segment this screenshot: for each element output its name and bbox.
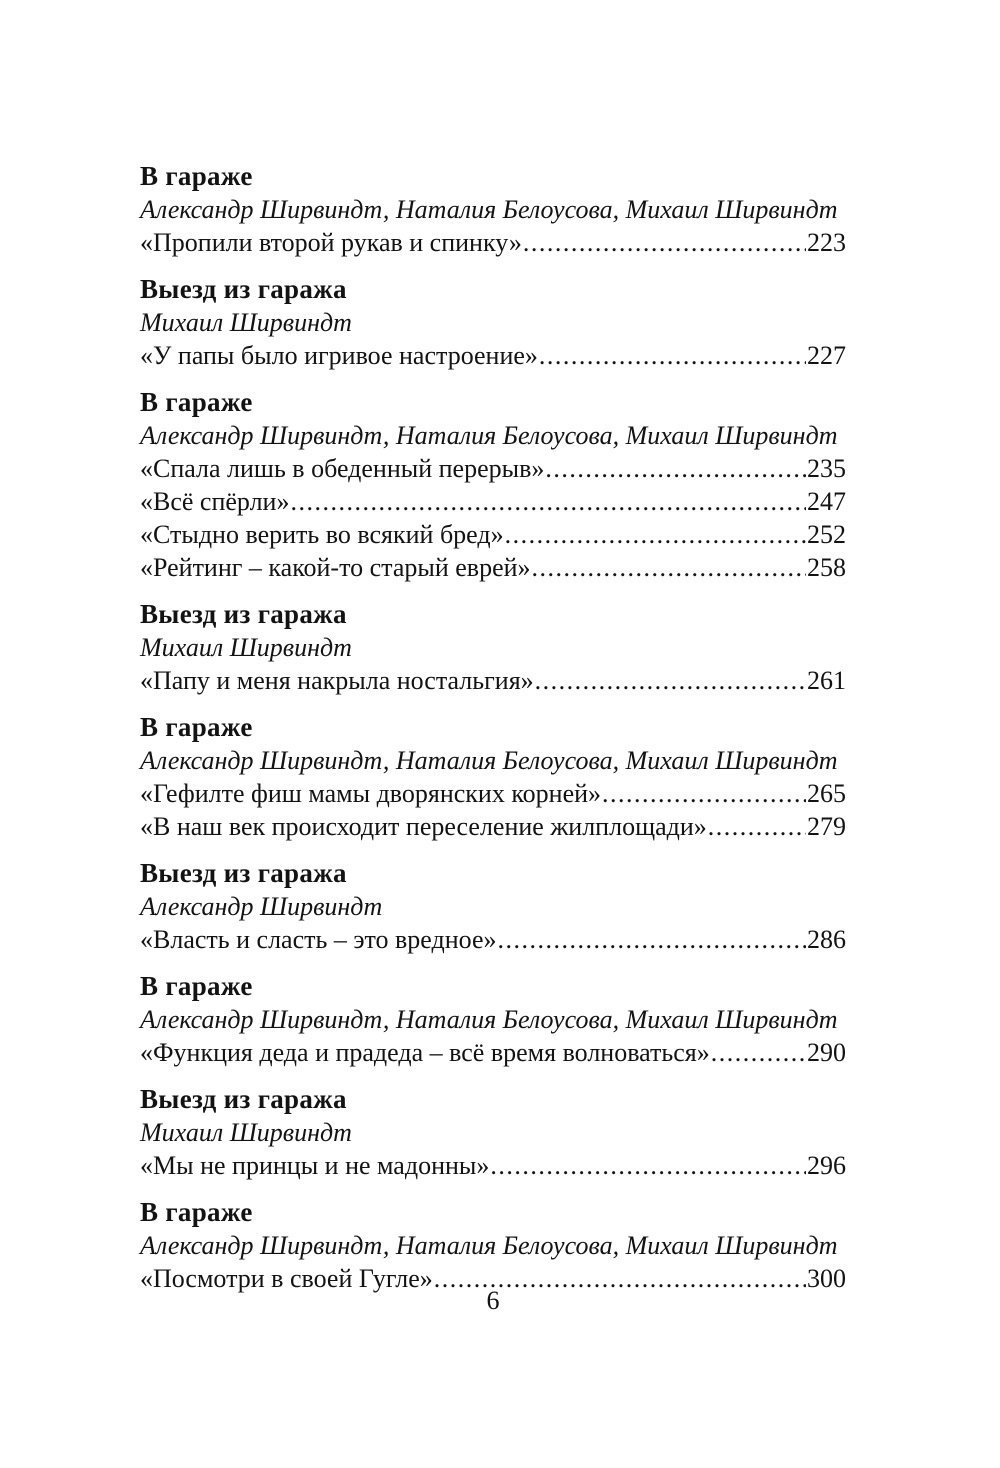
dot-leader [532,551,806,584]
section-authors: Михаил Ширвиндт [140,633,352,662]
section-heading: В гараже [140,1197,253,1227]
dot-leader [498,923,807,956]
toc-entry [140,485,846,518]
toc-entry [140,518,846,551]
table-of-contents [140,160,846,1309]
chapter-title: «Гефилте фиш мамы дворянских корней» [140,779,602,808]
page-ref: 265 [807,779,846,808]
page-ref: 296 [807,1151,846,1180]
chapter-title: «В наш век происходит переселение жилплощади» [140,812,707,841]
toc-entry [140,551,846,584]
dot-leader [523,226,806,259]
chapter-title: «Папу и меня накрыла ностальгия» [140,666,534,695]
page-ref: 290 [807,1038,846,1067]
page-ref: 300 [807,1264,846,1293]
toc-section [140,273,846,372]
chapter-title: «Власть и сласть – это вредное» [140,925,497,954]
section-authors: Александр Ширвиндт, Наталия Белоусова, Михаил Ширвиндт [140,1231,838,1260]
chapter-title: «У папы было игривое настроение» [140,341,538,370]
dot-leader [539,339,806,372]
section-heading: В гараже [140,712,253,742]
dot-leader [290,485,806,518]
section-authors: Александр Ширвиндт, Наталия Белоусова, Михаил Ширвиндт [140,421,838,450]
page-ref: 258 [807,553,846,582]
toc-entry [140,923,846,956]
dot-leader [708,810,806,843]
toc-section [140,970,846,1069]
chapter-title: «Стыдно верить во всякий бред» [140,520,504,549]
section-heading: В гараже [140,387,253,417]
toc-entry [140,452,846,485]
chapter-title: «Спала лишь в обеденный перерыв» [140,454,545,483]
page-ref: 261 [807,666,846,695]
chapter-title: «Всё спёрли» [140,487,290,516]
page-ref: 252 [807,520,846,549]
dot-leader [535,664,806,697]
chapter-title: «Рейтинг – какой-то старый еврей» [140,553,531,582]
section-authors: Александр Ширвиндт [140,892,383,921]
section-authors: Александр Ширвиндт, Наталия Белоусова, Михаил Ширвиндт [140,1005,838,1034]
page-ref: 286 [807,925,846,954]
page-ref: 235 [807,454,846,483]
section-authors: Михаил Ширвиндт [140,1118,352,1147]
section-heading: Выезд из гаража [140,858,347,888]
section-heading: В гараже [140,161,253,191]
toc-entry [140,339,846,372]
toc-section [140,160,846,259]
dot-leader [505,518,806,551]
section-authors: Александр Ширвиндт, Наталия Белоусова, Михаил Ширвиндт [140,195,838,224]
toc-entry [140,226,846,259]
toc-section [140,1083,846,1182]
dot-leader [490,1149,806,1182]
toc-entry [140,810,846,843]
page-ref: 223 [807,228,846,257]
section-heading: Выезд из гаража [140,274,347,304]
chapter-title: «Функция деда и прадеда – всё время волноваться» [140,1038,710,1067]
page-ref: 247 [807,487,846,516]
toc-section [140,386,846,584]
page-ref: 227 [807,341,846,370]
toc-section [140,1196,846,1295]
dot-leader [545,452,806,485]
section-heading: Выезд из гаража [140,599,347,629]
section-authors: Александр Ширвиндт, Наталия Белоусова, Михаил Ширвиндт [140,746,838,775]
page-number: 6 [486,1286,500,1315]
section-authors: Михаил Ширвиндт [140,308,352,337]
toc-entry [140,1036,846,1069]
section-heading: В гараже [140,971,253,1001]
toc-section [140,598,846,697]
toc-section [140,711,846,843]
chapter-title: «Пропили второй рукав и спинку» [140,228,522,257]
chapter-title: «Посмотри в своей Гугле» [140,1264,433,1293]
section-heading: Выезд из гаража [140,1084,347,1114]
toc-entry [140,777,846,810]
dot-leader [711,1036,806,1069]
toc-section [140,857,846,956]
chapter-title: «Мы не принцы и не мадонны» [140,1151,490,1180]
toc-entry [140,1149,846,1182]
toc-entry [140,664,846,697]
dot-leader [602,777,806,810]
page-ref: 279 [807,812,846,841]
